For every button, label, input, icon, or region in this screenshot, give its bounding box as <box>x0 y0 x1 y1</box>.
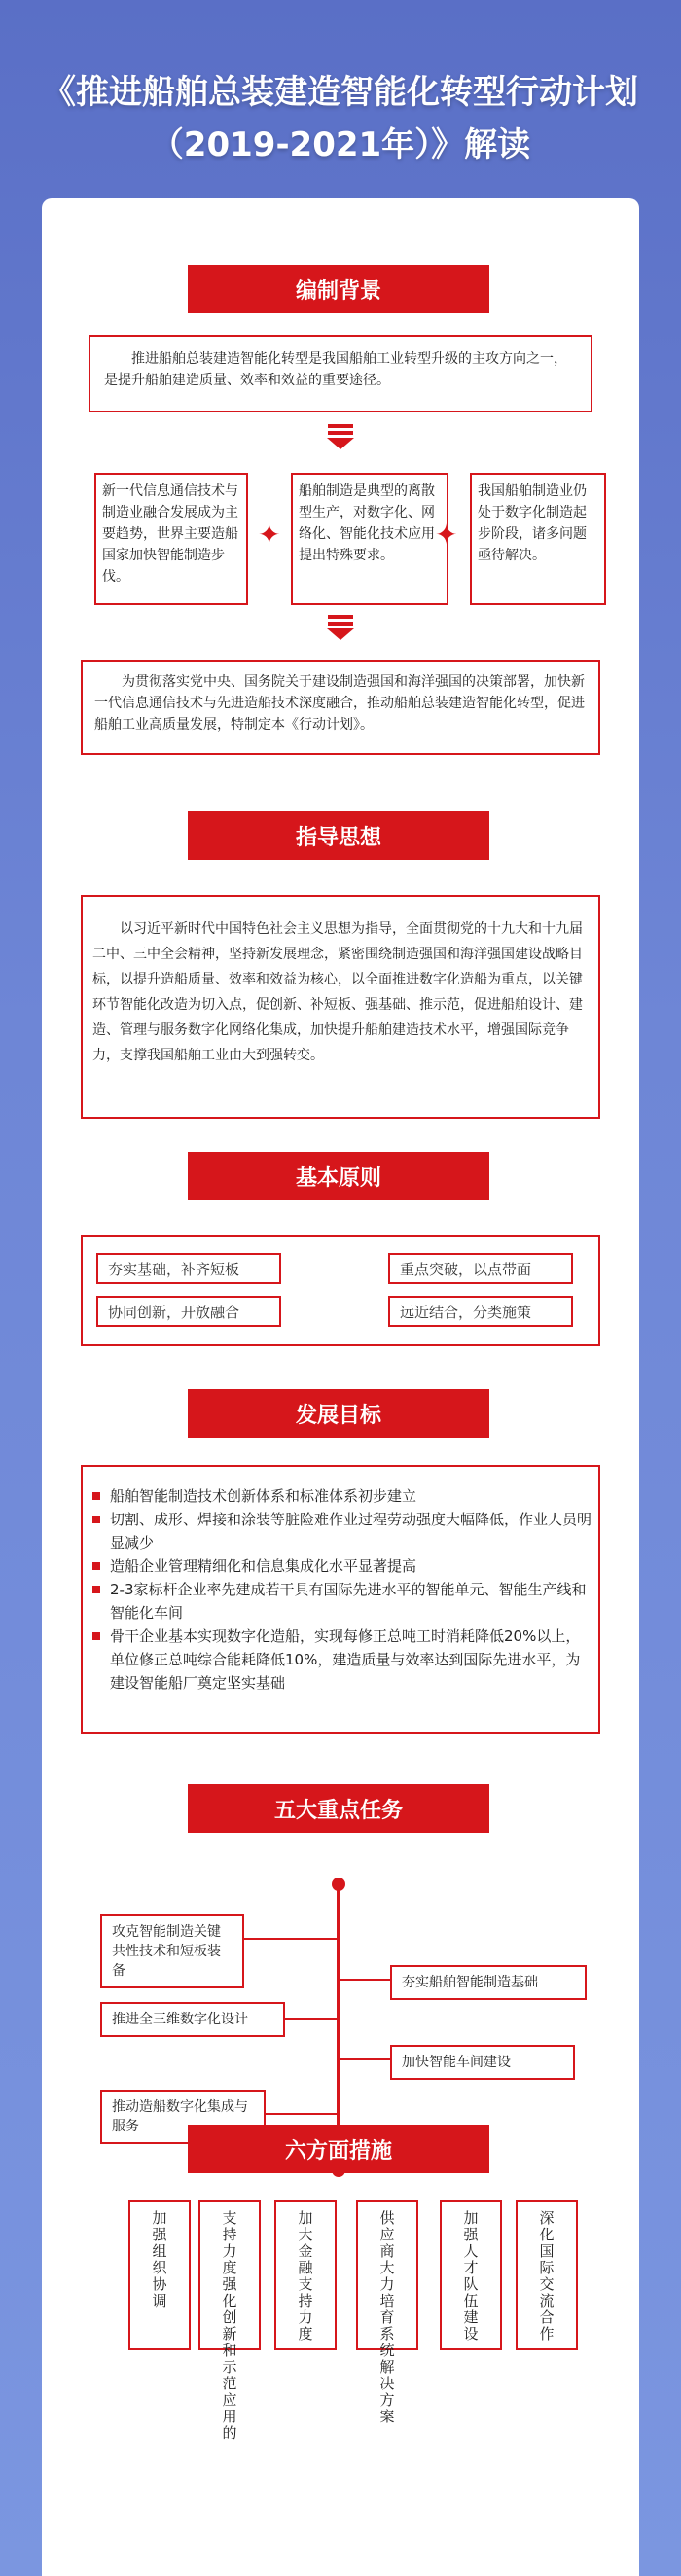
list-item: 切割、成形、焊接和涂装等脏险难作业过程劳动强度大幅降低，作业人员明显减少 <box>92 1508 592 1555</box>
measure-item <box>516 2200 578 2350</box>
goals-list <box>92 1485 592 1695</box>
task-item: 推动造船数字化集成与服务 <box>100 2090 266 2144</box>
principle-item: 重点突破，以点带面 <box>388 1253 573 1284</box>
timeline-dot <box>332 1878 345 1891</box>
section-banner-principles: 基本原则 <box>188 1152 489 1200</box>
background-col-3: 我国船舶制造业仍处于数字化制造起步阶段，诸多问题亟待解决。 <box>470 473 606 605</box>
background-col-2: 船舶制造是典型的离散型生产，对数字化、网络化、智能化技术应用提出特殊要求。 <box>291 473 448 605</box>
background-col-1: 新一代信息通信技术与制造业融合发展成为主要趋势，世界主要造船国家加快智能制造步伐。 <box>94 473 248 605</box>
title-line-2: （2019-2021年）》解读 <box>150 125 531 164</box>
measure-item <box>128 2200 191 2350</box>
task-item: 加快智能车间建设 <box>390 2045 575 2080</box>
background-intro: 推进船舶总装建造智能化转型是我国船舶工业转型升级的主攻方向之一，是提升船舶建造质量、效率和效益的重要途径。 <box>89 335 592 412</box>
sparkle-icon: ✦ <box>258 519 281 551</box>
section-banner-tasks: 五大重点任务 <box>188 1784 489 1833</box>
list-item: 造船企业管理精细化和信息集成化水平显著提高 <box>92 1555 592 1578</box>
measure-item <box>440 2200 502 2350</box>
page-title <box>0 66 681 171</box>
list-item: 船舶智能制造技术创新体系和标准体系初步建立 <box>92 1485 592 1508</box>
connector <box>285 2018 338 2020</box>
sparkle-icon: ✦ <box>435 519 458 551</box>
guiding-text: 以习近平新时代中国特色社会主义思想为指导，全面贯彻党的十九大和十九届二中、三中全会精神，坚持新发展理念，紧密围绕制造强国和海洋强国建设战略目标，以提升造船质量、效率和效益为核心，以全面推进数字化造船为重点，以关键环节智能化改造为切入点，促创新、补短板、强基础、推示范，促进船舶设计、建造、管理与服务数字化网络化集成，加快提升船舶建造技术水平，增强国际竞争力，支撑我国船舶工业由大到强转变。 <box>81 895 600 1119</box>
measure-text: 供应商大力培育系统解决方案 <box>379 2209 395 2425</box>
connector <box>340 1979 390 1981</box>
section-banner-background: 编制背景 <box>188 265 489 313</box>
task-item: 夯实船舶智能制造基础 <box>390 1965 587 2000</box>
principle-item: 远近结合，分类施策 <box>388 1296 573 1327</box>
measure-item <box>198 2200 261 2442</box>
measure-item <box>356 2200 418 2425</box>
section-banner-guiding: 指导思想 <box>188 811 489 860</box>
measure-text: 支持力度强化创新和示范应用的 <box>222 2209 237 2442</box>
task-item: 攻克智能制造关键共性技术和短板装备 <box>100 1914 244 1988</box>
section-banner-measures: 六方面措施 <box>188 2125 489 2173</box>
title-line-1: 《推进船舶总装建造智能化转型行动计划 <box>43 73 638 112</box>
arrow-down-icon <box>327 615 354 640</box>
list-item: 2-3家标杆企业率先建成若干具有国际先进水平的智能单元、智能生产线和智能化车间 <box>92 1578 592 1625</box>
measure-item <box>274 2200 337 2350</box>
background-purpose: 为贯彻落实党中央、国务院关于建设制造强国和海洋强国的决策部署，加快新一代信息通信技术与先进造船技术深度融合，推动船舶总装建造智能化转型，促进船舶工业高质量发展，特制定本《行动计划》。 <box>81 660 600 755</box>
measure-text: 深化国际交流合作 <box>539 2209 555 2343</box>
principle-item: 协同创新，开放融合 <box>96 1296 281 1327</box>
principle-item: 夯实基础，补齐短板 <box>96 1253 281 1284</box>
measure-text: 加强人才队伍建设 <box>463 2209 479 2343</box>
measure-text: 加强组织协调 <box>152 2209 167 2309</box>
connector <box>242 1938 338 1940</box>
connector <box>340 2058 390 2060</box>
task-item: 推进全三维数字化设计 <box>100 2002 285 2037</box>
section-banner-goals: 发展目标 <box>188 1389 489 1438</box>
measure-text: 加大金融支持力度 <box>298 2209 313 2343</box>
list-item: 骨干企业基本实现数字化造船，实现每修正总吨工时消耗降低20%以上，单位修正总吨综合能耗降低10%，建造质量与效率达到国际先进水平，为建设智能船厂奠定坚实基础 <box>92 1625 592 1695</box>
connector <box>266 2113 338 2115</box>
arrow-down-icon <box>327 424 354 449</box>
